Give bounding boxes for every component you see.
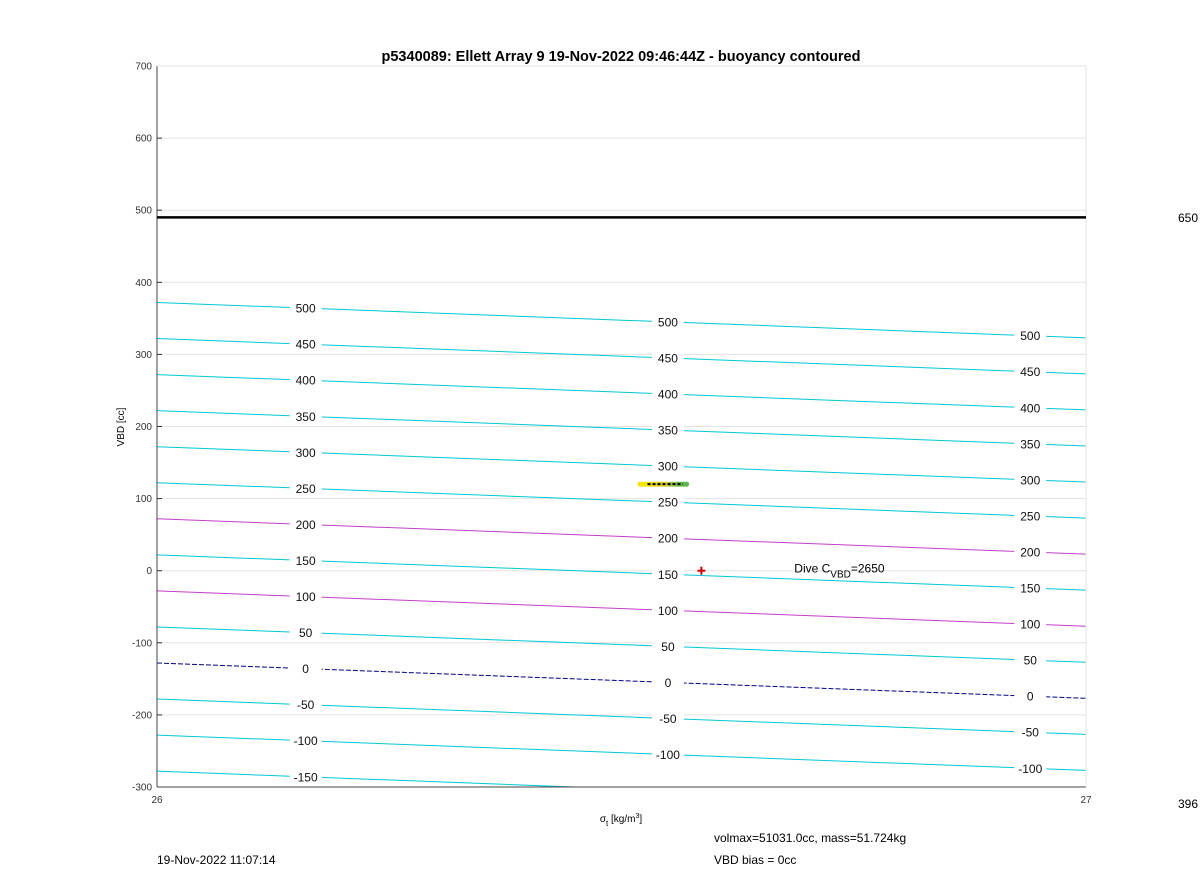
y-tick-label: 600 [135, 133, 152, 145]
x-axis-label [600, 813, 643, 828]
contour-label: 100 [657, 603, 678, 618]
contour-label: 50 [1023, 653, 1037, 668]
contour-label: 300 [295, 445, 316, 460]
contour-label: 350 [295, 409, 316, 424]
contour-label: 200 [657, 531, 678, 546]
contour-label: 500 [1020, 329, 1041, 344]
contour-line--150 [157, 771, 574, 787]
contour-label: -100 [655, 748, 680, 763]
x-tick-label: 27 [1080, 795, 1092, 806]
contour-label: 200 [1020, 545, 1041, 560]
contour-label: 0 [664, 675, 672, 690]
y-tick-label: 400 [135, 277, 152, 289]
chart-title: p5340089: Ellett Array 9 19-Nov-2022 09:46:44Z - buoyancy contoured [381, 49, 861, 65]
x-axis-label-end: ] [639, 814, 643, 825]
contour-label: 500 [295, 301, 316, 316]
contour-label: -100 [1018, 761, 1043, 776]
contour-label: -100 [293, 734, 318, 749]
dive-annotation-rest: =2650 [850, 561, 885, 576]
contour-label: 0 [302, 662, 309, 677]
contour-label: 450 [657, 351, 678, 366]
dive-annotation-main: Dive C [794, 561, 831, 576]
y-tick-label: -300 [131, 782, 152, 794]
side-value-bottom: 396 [1178, 797, 1199, 811]
contour-label: 100 [1020, 617, 1041, 632]
y-tick-label: 100 [135, 494, 152, 506]
contour-label: 250 [657, 495, 678, 510]
contour-label: 450 [1020, 365, 1041, 380]
dive-annotation [794, 562, 885, 581]
y-tick-label: 300 [135, 349, 152, 361]
footer-timestamp: 19-Nov-2022 11:07:14 [157, 853, 276, 867]
footer-volmax: volmax=51031.0cc, mass=51.724kg [714, 831, 907, 845]
contour-label: -50 [659, 711, 677, 726]
contour-label: 400 [657, 387, 678, 402]
contour-label: 50 [661, 639, 675, 654]
x-axis-label-units: [kg/m [608, 814, 636, 825]
contour-label: 150 [657, 567, 678, 582]
contour-label: 300 [1020, 473, 1041, 488]
y-tick-label: -100 [131, 638, 152, 650]
dive-annotation-sub: VBD [830, 569, 851, 581]
y-tick-label: 500 [135, 205, 152, 217]
contour-label: 350 [1020, 437, 1041, 452]
contour-label: -50 [296, 698, 315, 713]
contour-label: 150 [295, 553, 316, 568]
x-axis-label-sup: 3 [635, 813, 640, 820]
dive-point [684, 482, 689, 487]
side-value-top: 650 [1178, 211, 1199, 225]
x-tick-label: 26 [151, 795, 163, 806]
y-axis-label: VBD [cc] [116, 407, 127, 447]
contour-label: 0 [1026, 689, 1034, 704]
y-tick-label: 200 [135, 422, 152, 433]
contour-label: 400 [295, 373, 316, 388]
contour-label: -150 [293, 770, 318, 785]
contour-label: 150 [1020, 581, 1041, 596]
contour-label: 350 [657, 423, 678, 438]
y-tick-label: 0 [146, 566, 152, 578]
contour-label: 250 [295, 481, 316, 496]
contour-label: -50 [1021, 725, 1039, 740]
axes [132, 62, 1092, 807]
x-axis-label-sub: t [606, 819, 609, 828]
y-tick-label: 700 [135, 61, 152, 73]
contour-label: 400 [1020, 401, 1041, 416]
grid [157, 66, 1086, 787]
contour-label: 200 [295, 517, 316, 532]
x-axis-label-sigma: σ [599, 814, 607, 825]
contour-labels [290, 300, 1047, 785]
y-tick-label: -200 [131, 710, 152, 722]
contour-label: 100 [295, 590, 316, 605]
contour-label: 250 [1020, 509, 1041, 524]
contour-label: 50 [298, 626, 313, 641]
contour-label: 450 [295, 337, 316, 352]
contour-label: 500 [657, 315, 678, 330]
footer-vbd-bias: VBD bias = 0cc [714, 853, 797, 867]
contour-label: 300 [657, 459, 678, 474]
